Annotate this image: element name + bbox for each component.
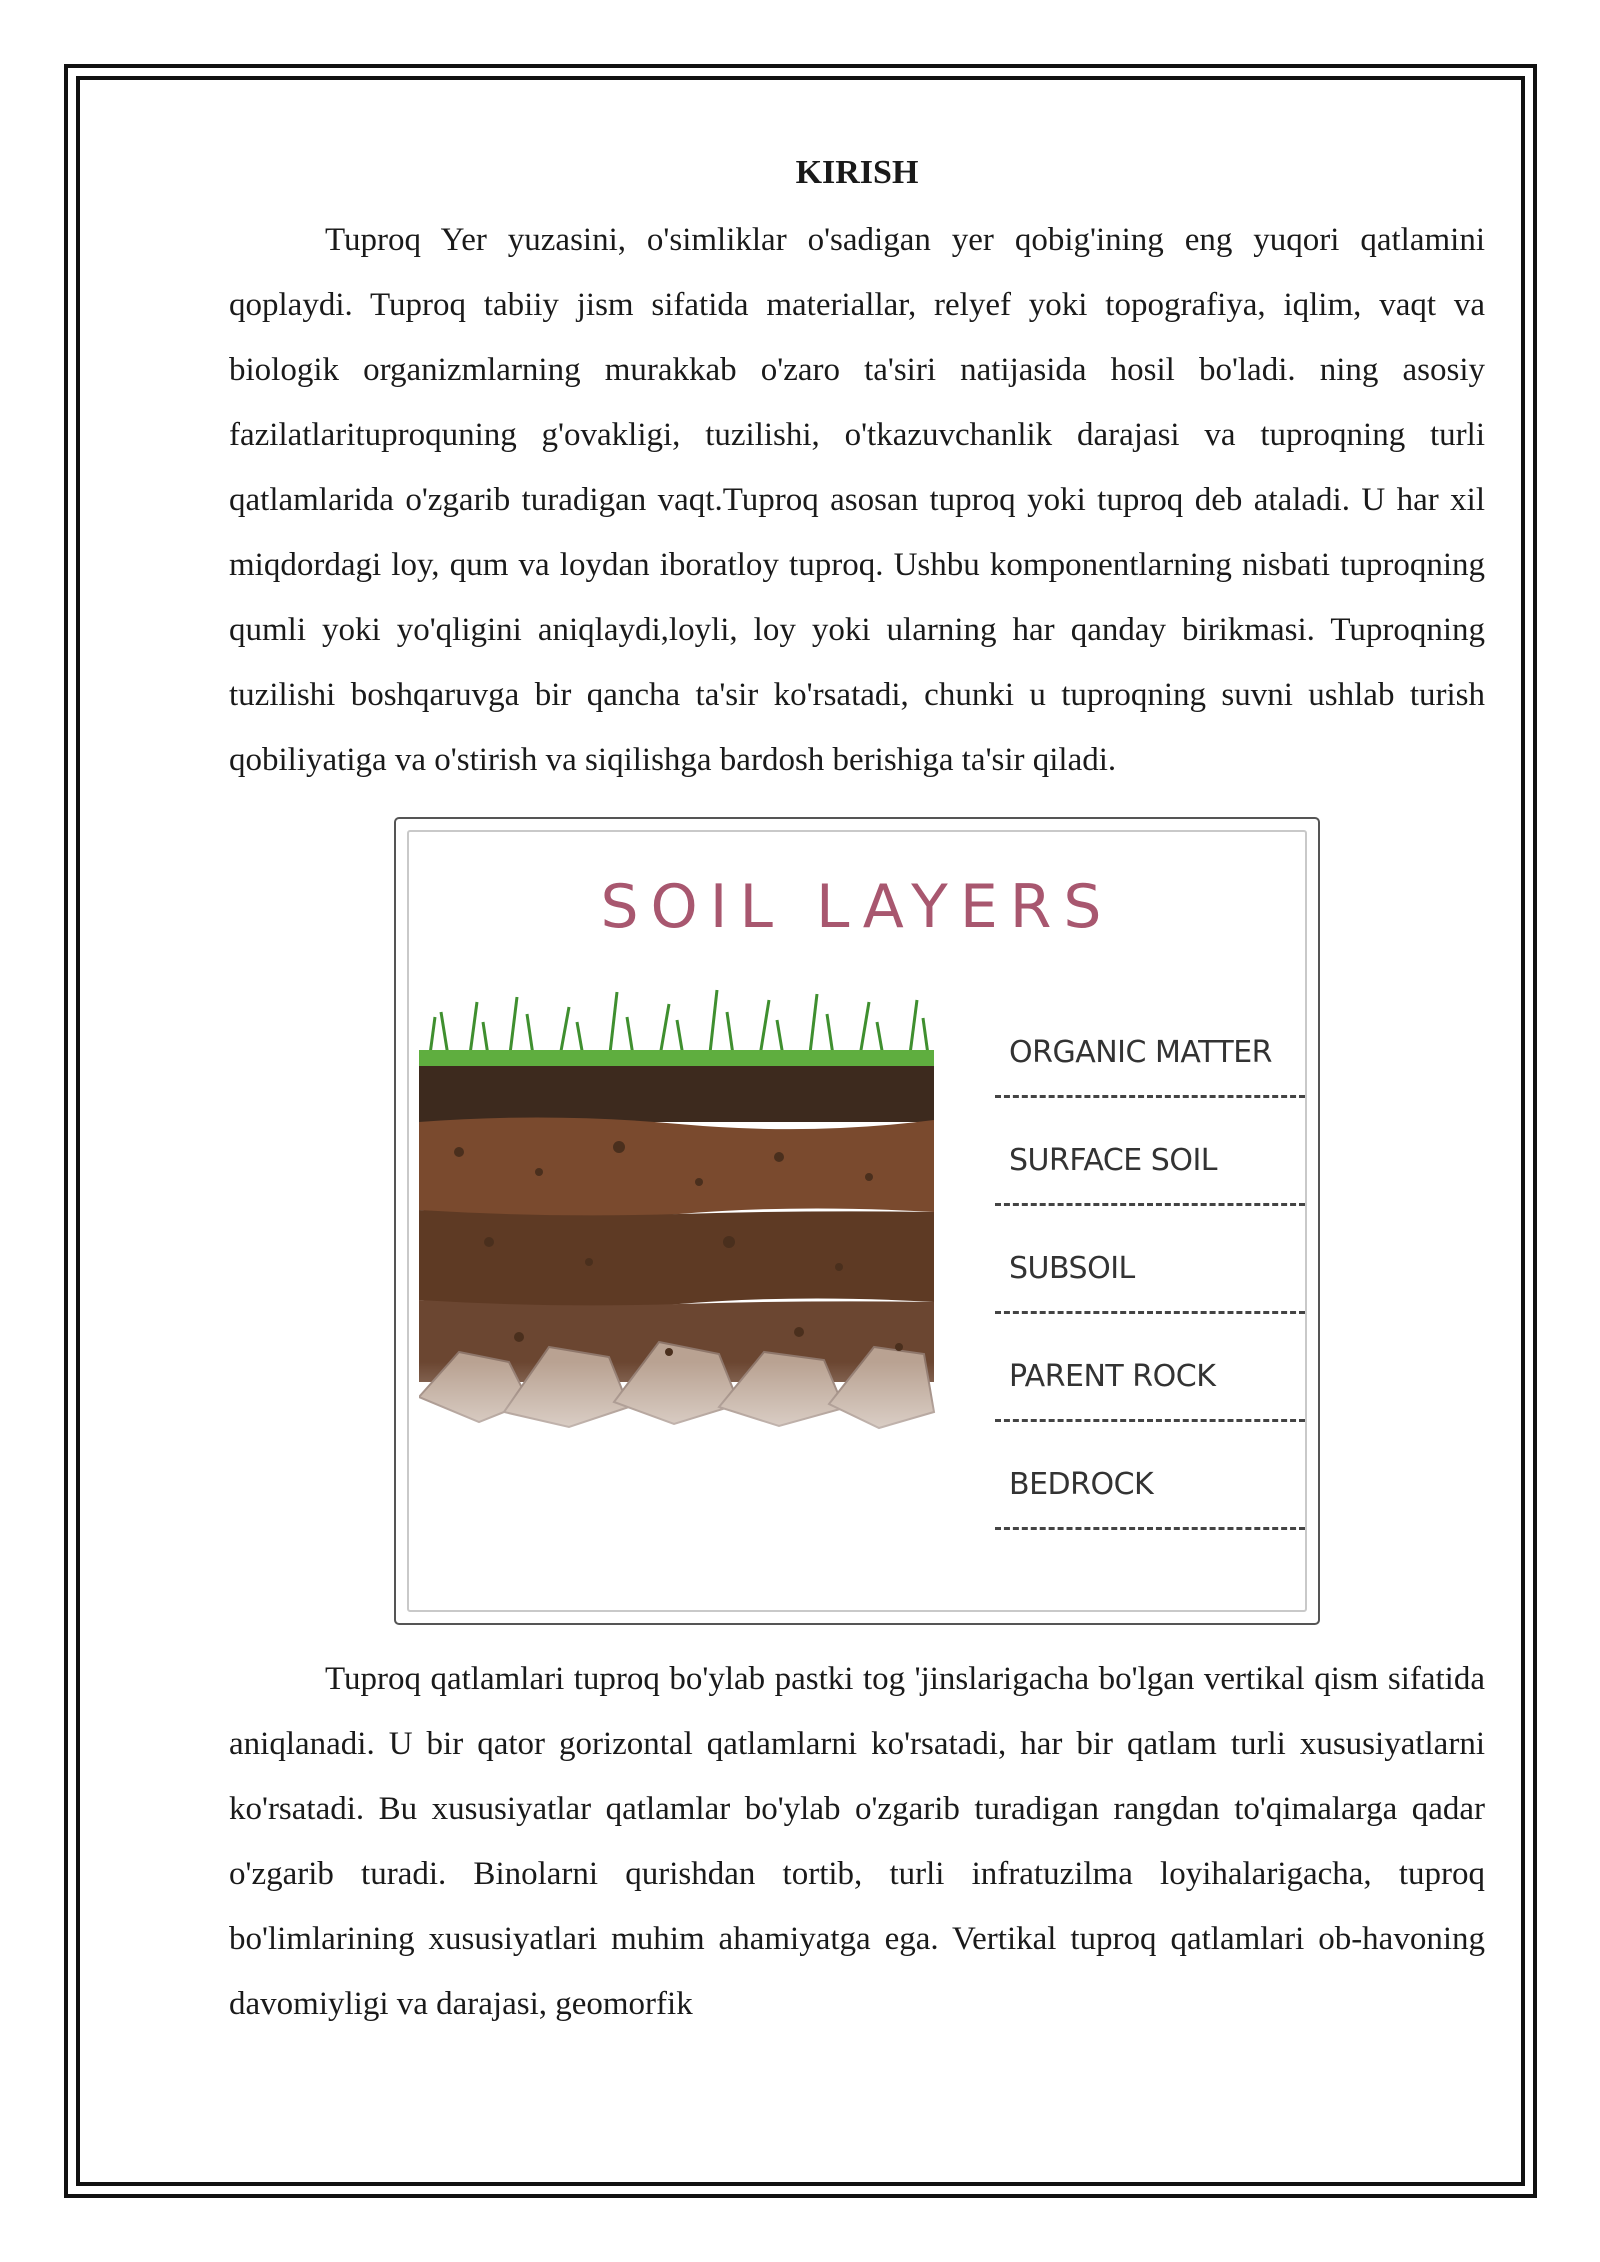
page-title: KIRISH — [795, 154, 919, 191]
legend-divider — [995, 1311, 1305, 1314]
legend-item-subsoil — [995, 1233, 1305, 1341]
bottom-fade — [419, 1362, 939, 1502]
soil-cross-section-illustration — [419, 942, 939, 1502]
grass-turf — [419, 1050, 934, 1066]
organic-layer — [419, 1062, 934, 1122]
legend-divider — [995, 1527, 1305, 1530]
legend-label: ORGANIC MATTER — [1009, 1035, 1272, 1070]
intro-paragraph: Tuproq Yer yuzasini, o'simliklar o'sadigan yer qobig'ining eng yuqori qatlamini qoplaydi. Tuproq tabiiy jism sifatida materiallar, relyef yoki topografiya, iqlim, vaqt va biologik organizmlarning murakkab o'zaro ta'siri natijasida hosil bo'ladi. ning asosiy fazilatlarituproquning g'ovakligi, tuzilishi, o'tkazuvchanlik darajasi va tuproqning turli qatlamlarida o'zgarib turadigan vaqt.Tuproq asosan tuproq yoki tuproq deb ataladi. U har xil miqdordagi loy, qum va loydan iboratloy tuproq. Ushbu komponentlarning nisbati tuproqning qumli yoki yo'qligini aniqlaydi,loyli, loy yoki ularning har qanday birikmasi. Tuproqning tuzilishi boshqaruvga bir qancha ta'sir ko'rsatadi, chunki u tuproqning suvni ushlab turish qobiliyatiga va o'stirish va siqilishga bardosh berishiga ta'sir qiladi. — [229, 222, 1485, 778]
legend-label: SURFACE SOIL — [1009, 1143, 1217, 1178]
legend-divider — [995, 1419, 1305, 1422]
legend-divider — [995, 1095, 1305, 1098]
legend-label: PARENT ROCK — [1009, 1359, 1216, 1394]
legend-item-parent-rock — [995, 1341, 1305, 1449]
document-body — [229, 150, 1485, 2037]
surface-layer — [419, 1117, 934, 1218]
subsoil-layer — [419, 1210, 934, 1308]
figure-frame — [407, 830, 1307, 1612]
legend-item-surface-soil — [995, 1125, 1305, 1233]
layers-legend — [995, 1017, 1305, 1557]
soil-layers-figure — [394, 817, 1320, 1625]
body-paragraph: Tuproq qatlamlari tuproq bo'ylab pastki tog 'jinslarigacha bo'lgan vertikal qism sifatida aniqlanadi. U bir qator gorizontal qatlamlarni ko'rsatadi, har bir qatlam turli xususiyatlarni ko'rsatadi. Bu xususiyatlar qatlamlar bo'ylab o'zgarib turadigan rangdan to'qimalarga qadar o'zgarib turadi. Binolarni qurishdan tortib, turli infratuzilma loyihalarigacha, tuproq bo'limlarining xususiyatlari muhim ahamiyatga ega. Vertikal tuproq qatlamlari ob-havoning davomiyligi va darajasi, geomorfik — [229, 1661, 1485, 2022]
legend-item-bedrock — [995, 1449, 1305, 1557]
legend-item-organic-matter — [995, 1017, 1305, 1125]
figure-title: SOIL LAYERS — [600, 872, 1114, 942]
legend-label: BEDROCK — [1009, 1467, 1154, 1502]
legend-label: SUBSOIL — [1009, 1251, 1135, 1286]
legend-divider — [995, 1203, 1305, 1206]
